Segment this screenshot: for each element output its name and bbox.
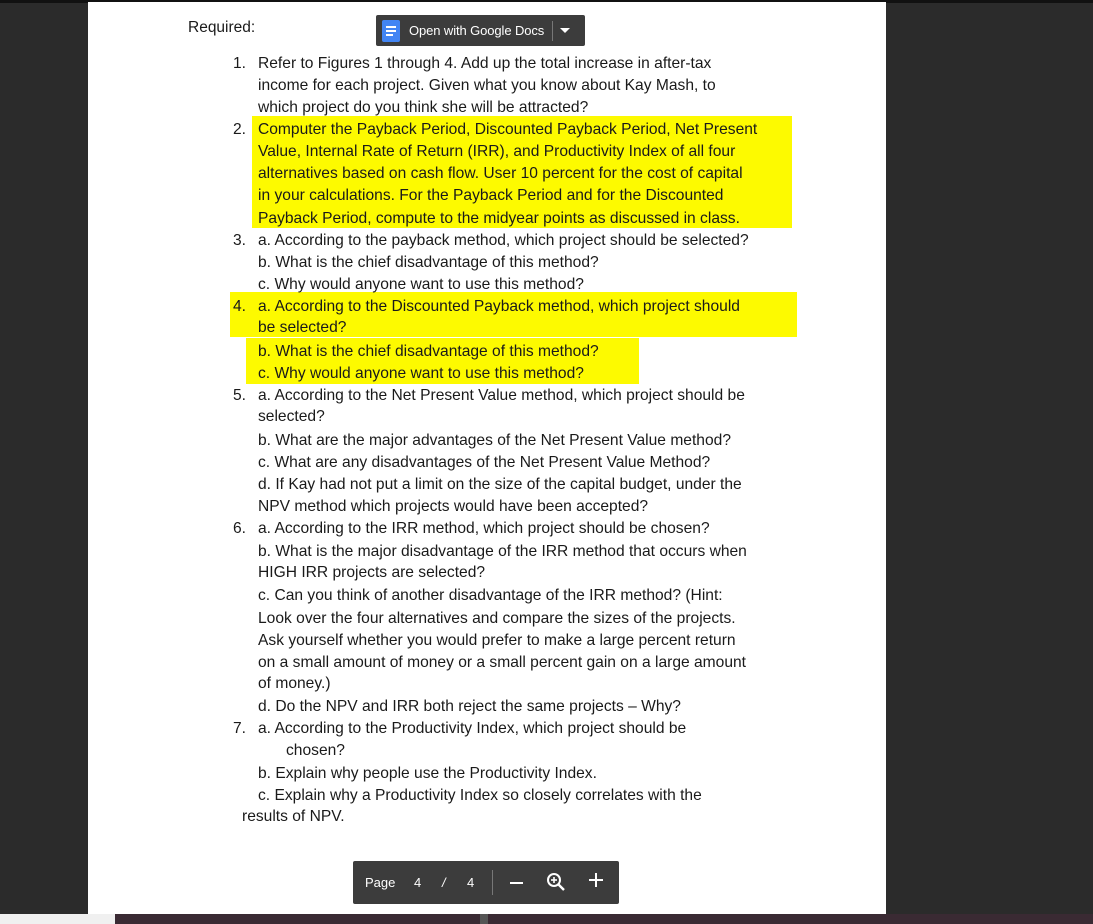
doc-line: of money.) xyxy=(258,675,331,692)
page-separator: / xyxy=(442,875,446,890)
doc-line: income for each project. Given what you know about Kay Mash, to xyxy=(258,77,716,94)
current-page[interactable]: 4 xyxy=(414,875,422,890)
doc-line: b. Explain why people use the Productivity Index. xyxy=(258,765,597,782)
required-heading: Required: xyxy=(188,19,256,36)
doc-line: which project do you think she will be attracted? xyxy=(258,99,589,116)
item-number-2: 2. xyxy=(233,121,247,138)
open-with-label: Open with Google Docs xyxy=(409,23,545,38)
doc-line: a. According to the Discounted Payback method, which project should xyxy=(258,298,740,315)
doc-line: a. According to the IRR method, which project should be chosen? xyxy=(258,520,710,537)
open-with-google-docs-button[interactable] xyxy=(376,15,585,46)
page-label: Page xyxy=(365,875,396,890)
doc-line: Refer to Figures 1 through 4. Add up the total increase in after-tax xyxy=(258,55,712,72)
doc-line: d. Do the NPV and IRR both reject the same projects – Why? xyxy=(258,698,681,715)
item-number-4: 4. xyxy=(233,298,247,315)
zoom-in-icon[interactable] xyxy=(587,871,605,889)
doc-line: chosen? xyxy=(286,742,345,759)
doc-line: in your calculations. For the Payback Period and for the Discounted xyxy=(258,187,724,204)
doc-line: c. Why would anyone want to use this method? xyxy=(258,276,584,293)
doc-line: results of NPV. xyxy=(242,808,345,825)
zoom-fit-icon[interactable] xyxy=(546,872,566,892)
doc-line: be selected? xyxy=(258,319,347,336)
doc-line: c. Why would anyone want to use this method? xyxy=(258,365,584,382)
item-number-3: 3. xyxy=(233,232,247,249)
doc-line: d. If Kay had not put a limit on the size of the capital budget, under the xyxy=(258,476,742,493)
doc-line: Look over the four alternatives and compare the sizes of the projects. xyxy=(258,610,736,627)
toolbar-divider xyxy=(492,870,493,895)
button-divider xyxy=(552,21,553,41)
doc-line: b. What is the chief disadvantage of this method? xyxy=(258,343,599,360)
total-pages: 4 xyxy=(467,875,475,890)
doc-line: b. What is the chief disadvantage of this method? xyxy=(258,254,599,271)
doc-line: alternatives based on cash flow. User 10 percent for the cost of capital xyxy=(258,165,743,182)
zoom-out-icon[interactable] xyxy=(510,882,523,884)
doc-line: Computer the Payback Period, Discounted Payback Period, Net Present xyxy=(258,121,758,138)
viewer-bottom-edge xyxy=(0,914,1093,924)
bottom-left-panel xyxy=(0,914,115,924)
item-number-1: 1. xyxy=(233,55,247,72)
google-docs-icon xyxy=(382,20,400,42)
item-number-5: 5. xyxy=(233,387,247,404)
doc-line: a. According to the Productivity Index, which project should be xyxy=(258,720,687,737)
item-number-7: 7. xyxy=(233,720,247,737)
doc-line: Value, Internal Rate of Return (IRR), and Productivity Index of all four xyxy=(258,143,736,160)
doc-line: Payback Period, compute to the midyear points as discussed in class. xyxy=(258,210,740,227)
doc-line: Ask yourself whether you would prefer to make a large percent return xyxy=(258,632,736,649)
doc-line: b. What is the major disadvantage of the IRR method that occurs when xyxy=(258,543,747,560)
doc-line: b. What are the major advantages of the Net Present Value method? xyxy=(258,432,731,449)
doc-line: c. Can you think of another disadvantage of the IRR method? (Hint: xyxy=(258,587,723,604)
item-number-6: 6. xyxy=(233,520,247,537)
doc-line: HIGH IRR projects are selected? xyxy=(258,564,486,581)
doc-line: on a small amount of money or a small percent gain on a large amount xyxy=(258,654,747,671)
doc-line: a. According to the Net Present Value method, which project should be xyxy=(258,387,745,404)
document-page xyxy=(88,2,886,914)
doc-line: NPV method which projects would have been accepted? xyxy=(258,498,649,515)
bottom-scroll-marker xyxy=(480,914,488,924)
page-zoom-toolbar xyxy=(353,861,619,904)
dropdown-caret-icon[interactable] xyxy=(560,28,570,33)
doc-line: c. What are any disadvantages of the Net Present Value Method? xyxy=(258,454,711,471)
doc-line: a. According to the payback method, which project should be selected? xyxy=(258,232,749,249)
doc-line: c. Explain why a Productivity Index so closely correlates with the xyxy=(258,787,702,804)
doc-line: selected? xyxy=(258,408,325,425)
